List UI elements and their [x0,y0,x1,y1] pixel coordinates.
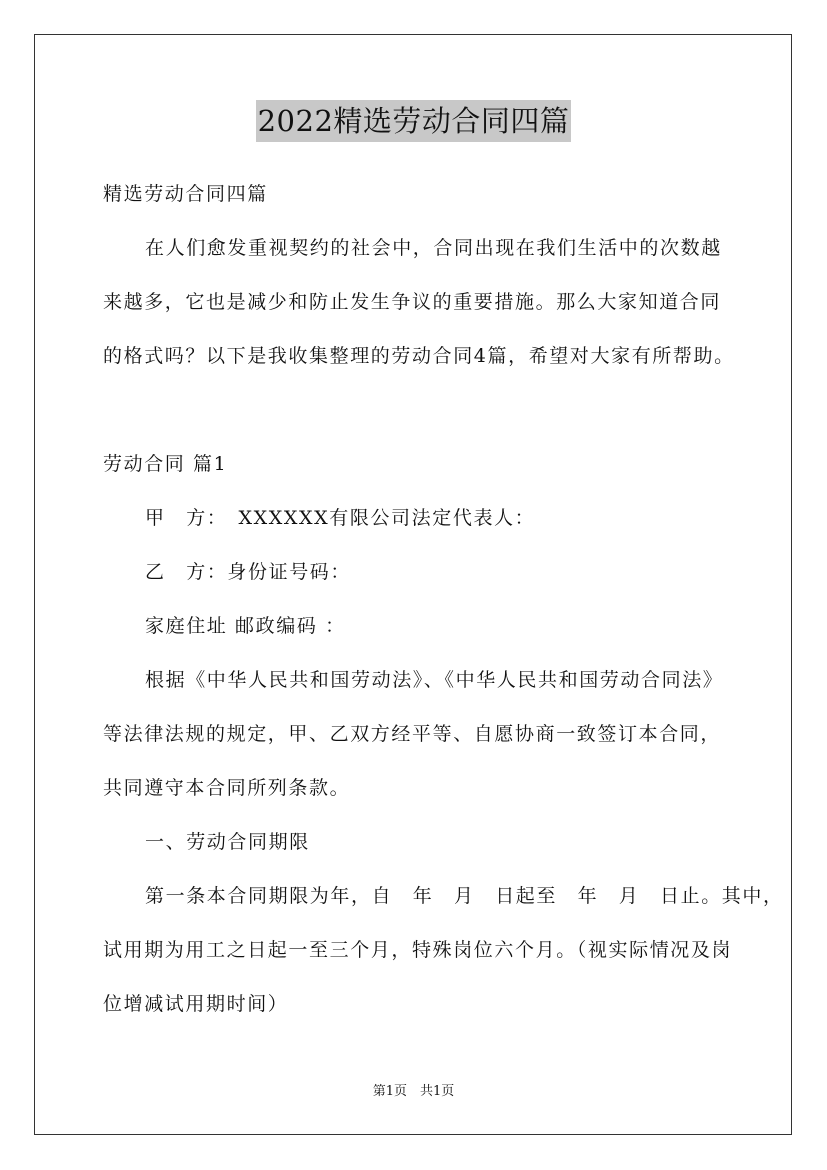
section-heading: 劳动合同 篇1 [103,453,228,475]
party-a-line: 甲 方： XXXXXX有限公司法定代表人： [145,507,536,529]
party-b-line: 乙 方：身份证号码： [145,561,352,583]
basis-line-3: 共同遵守本合同所列条款。 [103,777,351,799]
intro-line-3: 的格式吗？以下是我收集整理的劳动合同4篇，希望对大家有所帮助。 [103,345,735,367]
clause-heading: 一、劳动合同期限 [145,831,310,853]
intro-line-2: 来越多，它也是减少和防止发生争议的重要措施。那么大家知道合同 [103,291,722,313]
document-title: 2022精选劳动合同四篇 [256,100,572,142]
page-footer: 第1页 共1页 [372,1084,455,1099]
document-subtitle: 精选劳动合同四篇 [103,183,268,205]
clause-line-3: 位增减试用期时间） [103,993,289,1015]
address-line: 家庭住址 邮政编码 ： [145,615,346,637]
basis-line-2: 等法律法规的规定，甲、乙双方经平等、自愿协商一致签订本合同， [103,723,722,745]
clause-line-2: 试用期为用工之日起一至三个月，特殊岗位六个月。（视实际情况及岗 [103,939,733,961]
clause-line-1: 第一条本合同期限为年，自 年 月 日起至 年 月 日止。其中， [145,885,784,907]
title-container [0,100,827,142]
basis-line-1: 根据《中华人民共和国劳动法》、《中华人民共和国劳动合同法》 [145,669,724,691]
intro-line-1: 在人们愈发重视契约的社会中，合同出现在我们生活中的次数越 [145,237,722,259]
